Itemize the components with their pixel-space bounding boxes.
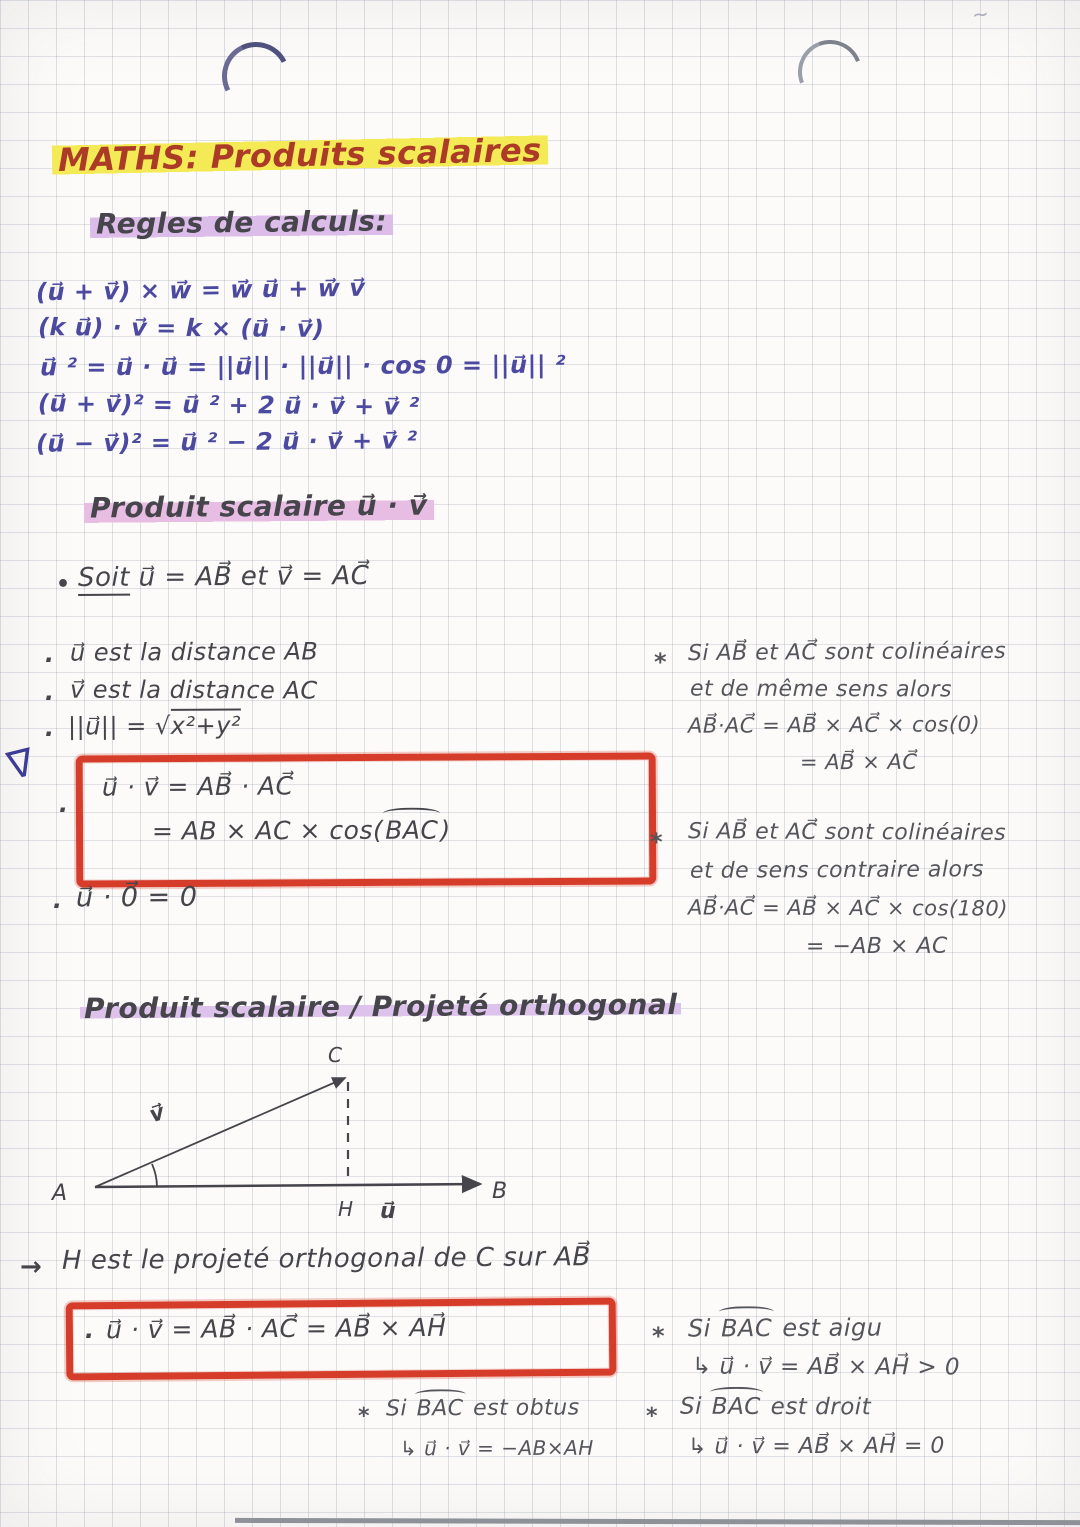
angle-bac: BAC	[711, 1393, 761, 1420]
formula-line: (u⃗ + v⃗) × w⃗ = w⃗ u⃗ + w⃗ v⃗	[35, 273, 366, 307]
boxed-formula-line: = AB × AC × cos(BAC)	[151, 815, 451, 846]
bullet-dash: ·	[84, 1322, 94, 1350]
zero-rule: u⃗ · 0⃗ = 0	[75, 881, 198, 914]
projection-note: H est le projeté orthogonal de C sur AB⃗	[61, 1242, 591, 1276]
point-c-label: C	[328, 1043, 342, 1067]
boxed-formula-line: u⃗ · v⃗ = AB⃗ · AC⃗	[101, 771, 294, 802]
right-case-result: ↳ u⃗ · v⃗ = AB⃗ × AH⃗ = 0	[687, 1433, 945, 1460]
page-title	[52, 131, 548, 179]
vector-u-label: u⃗	[380, 1199, 396, 1224]
obtuse-case-line: Si BAC est obtus	[385, 1395, 580, 1422]
point-a-label: A	[52, 1181, 68, 1206]
rules-heading: Regles de calculs:	[90, 204, 393, 240]
scalar-section-heading: Produit scalaire u⃗ · v⃗	[84, 488, 434, 524]
page-title-highlight: MATHS: Produits scalaires	[52, 131, 548, 179]
arrow-marker: →	[20, 1252, 43, 1282]
angle-bac: BAC	[720, 1314, 773, 1343]
collinear-same-line: Si AB⃗ et AC⃗ sont colinéaires	[687, 638, 1007, 667]
star-bullet: *	[650, 828, 664, 856]
norm-formula: ||u⃗|| = √x²+y²	[68, 712, 241, 741]
vector-u-arrow	[95, 1184, 480, 1187]
acute-case-result: ↳ u⃗ · v⃗ = AB⃗ × AH⃗ > 0	[691, 1353, 961, 1381]
acute-case-line: Si BAC est aigu	[687, 1313, 883, 1343]
vector-v-arrow	[95, 1078, 345, 1187]
obtuse-case-result: ↳ u⃗ · v⃗ = −AB×AH	[399, 1435, 594, 1461]
pencil-squiggle-mark: ~	[970, 1, 991, 27]
bullet-dash: ·	[44, 684, 54, 712]
collinear-same-line: = AB⃗ × AC⃗	[799, 749, 918, 775]
projection-section-heading: Produit scalaire / Projeté orthogonal	[80, 988, 682, 1025]
intro-bullet: •	[56, 572, 71, 597]
formula-line: (u⃗ + v⃗)² = u⃗ ² + 2 u⃗ · v⃗ + v⃗ ²	[37, 389, 420, 421]
hole-punch-right-icon	[788, 30, 872, 114]
collinear-same-line: AB⃗·AC⃗ = AB⃗ × AC⃗ × cos(0)	[687, 712, 981, 738]
vector-v-label: v⃗	[146, 1099, 168, 1129]
point-h-label: H	[338, 1197, 354, 1221]
intro-word: Soit	[78, 563, 130, 596]
star-bullet: *	[652, 1322, 666, 1350]
angle-bac: BAC	[385, 815, 439, 845]
margin-triangle-mark: ∇	[3, 739, 39, 789]
formula-line: (u⃗ − v⃗)² = u⃗ ² − 2 u⃗ · v⃗ + v⃗ ²	[35, 426, 418, 458]
projection-formula: u⃗ · v⃗ = AB⃗ · AC⃗ = AB⃗ × AH⃗	[105, 1312, 447, 1345]
bullet-dash: ·	[52, 892, 62, 920]
star-bullet: *	[654, 648, 668, 676]
scan-edge-shadow	[235, 1518, 1080, 1525]
star-bullet: *	[358, 1404, 371, 1429]
bullet-dash: ·	[44, 646, 54, 674]
right-case-line: Si BAC est droit	[679, 1393, 872, 1421]
projection-diagram	[40, 1040, 540, 1240]
star-bullet: *	[646, 1404, 659, 1429]
point-b-label: B	[492, 1179, 508, 1204]
angle-bac: BAC	[416, 1396, 464, 1422]
collinear-opp-line: et de sens contraire alors	[689, 857, 985, 884]
bullet-line: v⃗ est la distance AC	[69, 675, 318, 705]
collinear-opp-line: = −AB × AC	[805, 933, 948, 960]
bullet-dash: ·	[44, 720, 54, 748]
intro-rest: u⃗ = AB⃗ et v⃗ = AC⃗	[129, 560, 370, 593]
formula-line: (k u⃗) · v⃗ = k × (u⃗ · v⃗)	[37, 313, 325, 343]
angle-arc	[152, 1164, 157, 1187]
bullet-dash: ·	[58, 796, 68, 824]
collinear-same-line: et de même sens alors	[689, 676, 953, 703]
formula-line: u⃗ ² = u⃗ · u⃗ = ||u⃗|| · ||u⃗|| · cos 0 = ||u⃗|| ²	[39, 350, 567, 382]
collinear-opp-line: Si AB⃗ et AC⃗ sont colinéaires	[687, 819, 1007, 846]
radicand: x²+y²	[171, 709, 241, 740]
hole-punch-left-icon	[213, 33, 299, 119]
intro-line	[78, 561, 370, 593]
bullet-line: u⃗ est la distance AB	[69, 637, 319, 667]
collinear-opp-line: AB⃗·AC⃗ = AB⃗ × AC⃗ × cos(180)	[687, 895, 1008, 921]
